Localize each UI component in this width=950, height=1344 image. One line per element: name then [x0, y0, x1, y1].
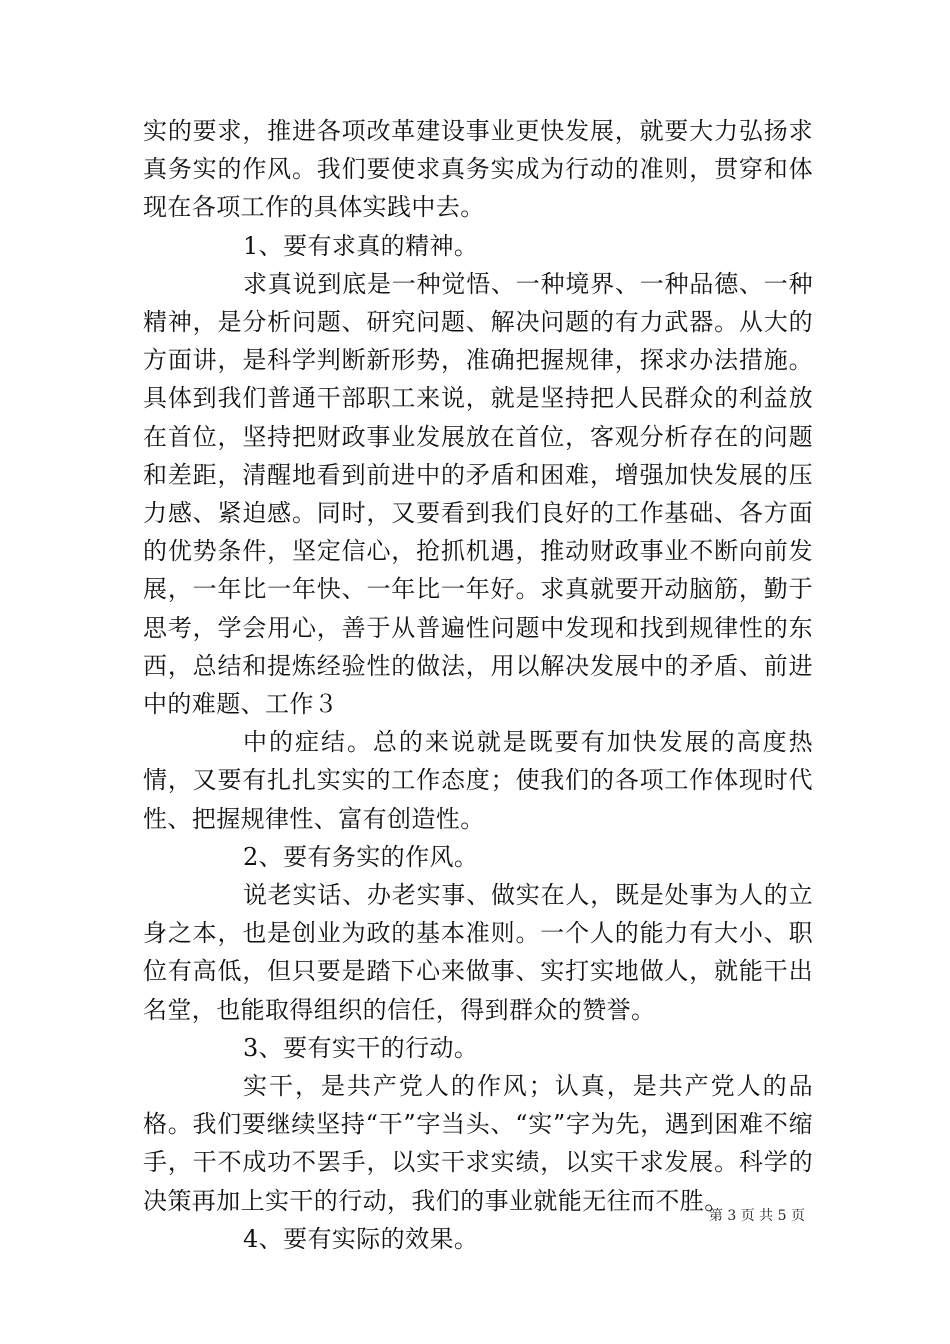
heading-actual-results: 4、要有实际的效果。 [243, 1224, 479, 1253]
paragraph-intro: 实的要求，推进各项改革建设事业更快发展，就要大力弘扬求真务实的作风。我们要使求真务实成为行动的准则，贯穿和体现在各项工作的具体实践中去。 [143, 117, 813, 222]
document-body [143, 112, 813, 1258]
page-number-footer: 第 3 页 共 5 页 [708, 1208, 805, 1224]
paragraph-practical-action: 实干，是共产党人的作风；认真，是共产党人的品格。我们要继续坚持“干”字当头、“实”字为先，遇到困难不缩手，干不成功不罢手，以实干求实绩，以实干求发展。科学的决策再加上实干的行动，我们的事业就能无往而不胜。 [143, 1072, 813, 1215]
paragraph-seek-truth: 求真说到底是一种觉悟、一种境界、一种品德、一种精神，是分析问题、研究问题、解决问题的有力武器。从大的方面讲，是科学判断新形势，准确把握规律，探求办法措施。具体到我们普通干部职工来说，就是坚持把人民群众的利益放在首位，坚持把财政事业发展放在首位，客观分析存在的问题和差距，清醒地看到前进中的矛盾和困难，增强加快发展的压力感、紧迫感。同时，又要看到我们良好的工作基础、各方面的优势条件，坚定信心，抢抓机遇，推动财政事业不断向前发展，一年比一年快、一年比一年好。求真就要开动脑筋，勤于思考，学会用心，善于从普遍性问题中发现和找到规律性的东西，总结和提炼经验性的做法，用以解决发展中的矛盾、前进中的难题、工作３ [143, 269, 813, 719]
heading-seek-truth: 1、要有求真的精神。 [243, 231, 479, 260]
heading-practical-action: 3、要有实干的行动。 [243, 1033, 479, 1062]
heading-pragmatic-style: 2、要有务实的作风。 [243, 842, 479, 871]
paragraph-pragmatic-style: 说老实话、办老实事、做实在人，既是处事为人的立身之本，也是创业为政的基本准则。一个人的能力有大小、职位有高低，但只要是踏下心来做事、实打实地做人，就能干出名堂，也能取得组织的信任，得到群众的赞誉。 [143, 881, 813, 1024]
paragraph-seek-truth-continued: 中的症结。总的来说就是既要有加快发展的高度热情，又要有扎扎实实的工作态度；使我们的各项工作体现时代性、把握规律性、富有创造性。 [143, 728, 813, 833]
